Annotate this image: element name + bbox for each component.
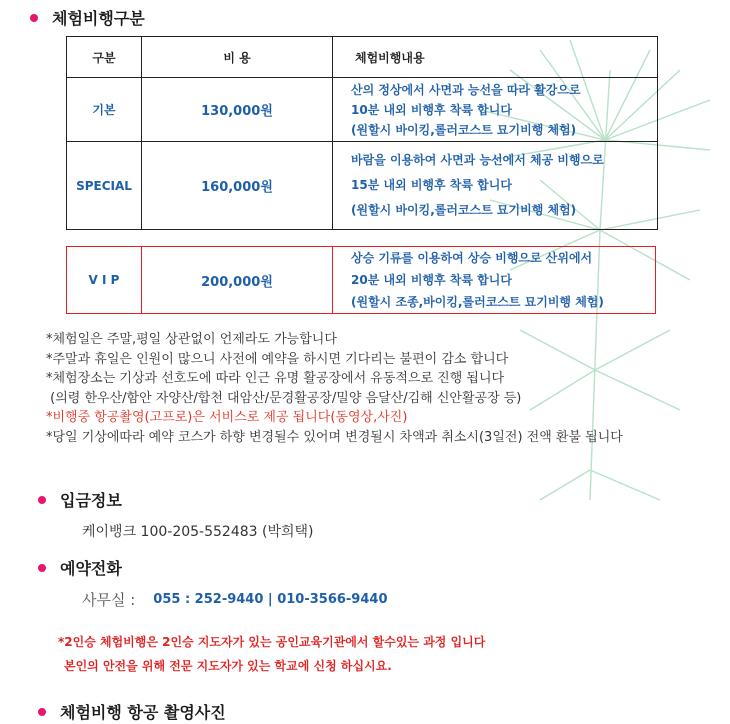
header-content: 체험비행내용 <box>333 37 658 78</box>
pink-dot-icon <box>38 564 46 572</box>
table-row <box>67 142 658 230</box>
header-price: 비 용 <box>142 37 333 78</box>
row-desc <box>333 78 658 142</box>
vip-price: 200,000원 <box>142 247 333 314</box>
section-deposit <box>38 488 122 511</box>
section-experience <box>30 6 145 29</box>
row-desc <box>333 142 658 230</box>
table-row <box>67 78 658 142</box>
vip-table <box>66 246 656 314</box>
desc-line: 10분 내외 비행후 착륙 합니다 <box>351 102 512 117</box>
row-name: SPECIAL <box>67 142 142 230</box>
fee-table <box>66 36 658 230</box>
row-price: 160,000원 <box>142 142 333 230</box>
phone-label: 사무실 : <box>82 591 136 609</box>
warning-line: 본인의 안전을 위해 전문 지도자가 있는 학교에 신청 하십시요. <box>64 659 392 673</box>
desc-line: 15분 내외 비행후 착륙 합니다 <box>351 178 512 192</box>
table-row <box>67 247 656 314</box>
section-reservation-title: 예약전화 <box>60 559 122 578</box>
vip-desc <box>333 247 656 314</box>
desc-line: 바람을 이용하여 사면과 능선에서 체공 비행으로 <box>351 153 604 167</box>
section-experience-title: 체험비행구분 <box>52 9 145 28</box>
desc-line: 산의 정상에서 사면과 능선을 따라 활강으로 <box>351 82 581 97</box>
desc-line: (원할시 바이킹,롤러코스트 묘기비행 체험) <box>351 122 577 137</box>
vip-name: V I P <box>67 247 142 314</box>
section-photos <box>38 700 226 723</box>
desc-line: (원할시 바이킹,롤러코스트 묘기비행 체험) <box>351 203 577 217</box>
note-item: (의령 한우산/함안 자양산/합천 대암산/문경활공장/밀양 음달산/김해 신안활공장 등) <box>46 390 522 406</box>
note-item: *주말과 휴일은 인원이 많으니 사전에 예약을 하시면 기다리는 불편이 감소 합니다 <box>46 351 509 367</box>
pink-dot-icon <box>38 708 46 716</box>
pink-dot-icon <box>38 496 46 504</box>
note-item: *당일 기상에따라 예약 코스가 하향 변경될수 있어며 변경될시 차액과 취소시(3일전) 전액 환불 됩니다 <box>46 429 623 445</box>
desc-line: 20분 내외 비행후 착륙 합니다 <box>351 273 512 287</box>
phone-line <box>82 589 388 610</box>
note-item: *체험장소는 기상과 선호도에 따라 인근 유명 활공장에서 유동적으로 진행 됩니다 <box>46 371 505 386</box>
note-item: *비행중 항공촬영(고프로)은 서비스로 제공 됩니다(동영상,사진) <box>46 410 408 425</box>
section-photos-title: 체험비행 항공 촬영사진 <box>60 703 226 722</box>
section-reservation <box>38 556 122 579</box>
fee-table-header <box>67 37 658 78</box>
desc-line: 상승 기류를 이용하여 상승 비행으로 산위에서 <box>351 251 593 265</box>
desc-line: (원할시 조종,바이킹,롤러코스트 묘기비행 체험) <box>351 295 604 309</box>
pink-dot-icon <box>30 14 38 22</box>
row-price: 130,000원 <box>142 78 333 142</box>
phone-numbers[interactable]: 055 : 252-9440 | 010-3566-9440 <box>153 592 388 607</box>
note-item: *체험일은 주말,평일 상관없이 언제라도 가능합니다 <box>46 332 337 347</box>
warning-line: *2인승 체험비행은 2인승 지도자가 있는 공인교육기관에서 할수있는 과정 입니다 <box>58 635 486 649</box>
row-name: 기본 <box>67 78 142 142</box>
section-deposit-title: 입금정보 <box>60 491 122 510</box>
deposit-account: 케이뱅크 100-205-552483 (박희택) <box>82 524 314 540</box>
notes-list <box>46 330 623 447</box>
header-category: 구분 <box>67 37 142 78</box>
